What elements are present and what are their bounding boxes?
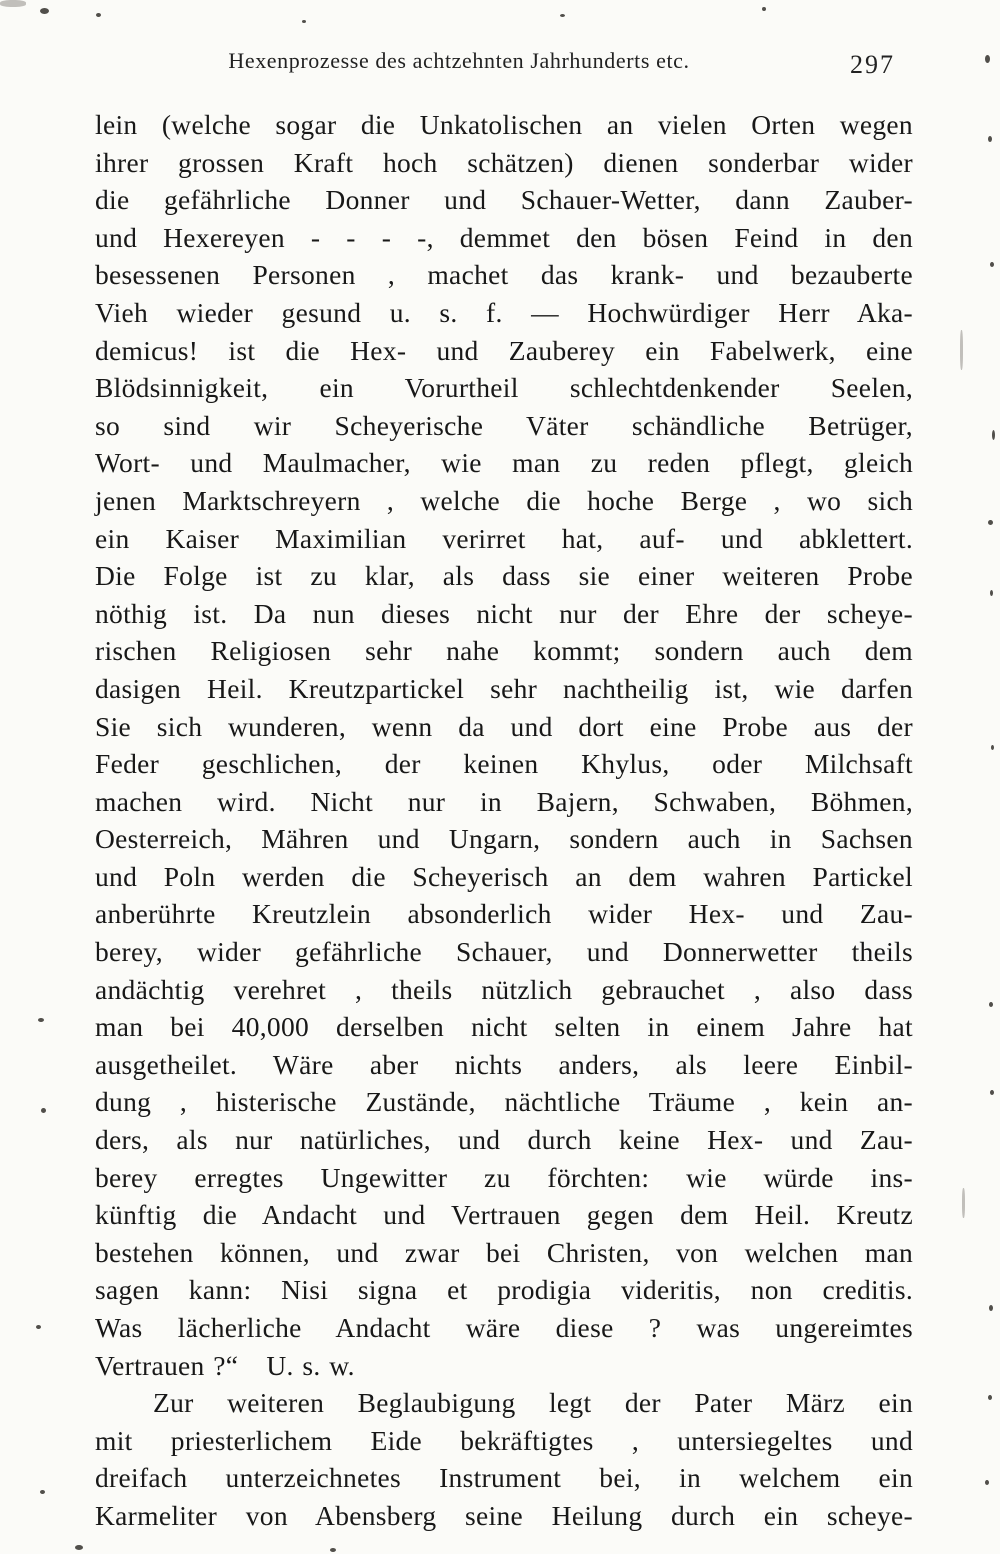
text-line: Blödsinnigkeit, ein Vorurtheil schlechtdenkender Seelen, (95, 372, 913, 404)
text-line: ders, als nur natürliches, und durch keine Hex- und Zau- (95, 1124, 913, 1156)
scan-speck (990, 1090, 994, 1095)
text-line: berey, wider gefährliche Schauer, und Donnerwetter theils (95, 936, 913, 968)
text-line: lein (welche sogar die Unkatolischen an vielen Orten wegen (95, 109, 913, 140)
scan-speck (96, 13, 101, 17)
text-line: Feder geschlichen, der keinen Khylus, oder Milchsaft (95, 748, 913, 780)
text-line: Was lächerliche Andacht wäre diese ? was ungereimtes (95, 1312, 913, 1343)
text-line: und Poln werden die Scheyerisch an dem wahren Partickel (95, 860, 913, 892)
scan-speck (302, 20, 306, 23)
text-line: Vieh wieder gesund u. s. f. — Hochwürdiger Herr Aka- (95, 296, 913, 328)
text-line: ein Kaiser Maximilian verirret hat, auf- und abklettert. (95, 522, 913, 554)
text-line: dung , histerische Zustände, nächtliche Träume , kein an- (95, 1086, 913, 1118)
text-line: Vertrauen ?“ U. s. w. (95, 1349, 355, 1381)
text-line: und Hexereyen - - - -, demmet den bösen Feind in den (95, 221, 913, 253)
text-line: demicus! ist die Hex- und Zauberey ein Fabelwerk, eine (95, 334, 913, 366)
body-text (95, 106, 913, 1535)
scan-speck (988, 1395, 992, 1400)
scan-speck (989, 1305, 993, 1311)
text-line: Die Folge ist zu klar, als dass sie einer weiteren Probe (95, 560, 913, 592)
text-line: andächtig verehret , theils nützlich gebrauchet , also dass (95, 973, 913, 1005)
text-line: Sie sich wunderen, wenn da und dort eine Probe aus der (95, 710, 913, 742)
scan-smudge (962, 1188, 965, 1218)
scan-speck (990, 590, 993, 596)
text-line: ihrer grossen Kraft hoch schätzen) dienen sonderbar wider (95, 146, 913, 178)
scan-speck (990, 262, 994, 267)
text-line: die gefährliche Donner und Schauer-Wetter, dann Zauber- (95, 184, 913, 216)
text-line: Wort- und Maulmacher, wie man zu reden pflegt, gleich (95, 447, 913, 479)
text-line: künftig die Andacht und Vertrauen gegen dem Heil. Kreutz (95, 1199, 913, 1231)
scan-speck (38, 1018, 44, 1022)
page-number: 297 (850, 50, 895, 79)
scan-speck (991, 745, 994, 750)
text-line: berey erregtes Ungewitter zu förchten: wie würde ins- (95, 1161, 913, 1193)
running-header (95, 48, 913, 78)
scan-smudge (960, 330, 963, 370)
text-line: rischen Religiosen sehr nahe kommt; sondern auch dem (95, 635, 913, 667)
text-line: dasigen Heil. Kreutzpartickel sehr nachtheilig ist, wie darfen (95, 672, 913, 704)
text-line: Zur weiteren Beglaubigung legt der Pater März ein (153, 1387, 913, 1419)
text-line: ausgetheilet. Wäre aber nichts anders, als leere Einbil- (95, 1048, 913, 1080)
text-line: mit priesterlichem Eide bekräftigtes , untersiegeltes und (95, 1424, 913, 1456)
text-line: besessenen Personen , machet das krank- und bezauberte (95, 259, 913, 291)
scan-smudge (0, 0, 26, 7)
text-line: Karmeliter von Abensberg seine Heilung durch ein scheye- (95, 1499, 913, 1531)
scan-speck (989, 1002, 993, 1007)
text-line: nöthig ist. Da nun dieses nicht nur der Ehre der scheye- (95, 597, 913, 629)
text-line: Oesterreich, Mähren und Ungarn, sondern auch in Sachsen (95, 823, 913, 855)
scan-speck (988, 136, 992, 142)
text-line: sagen kann: Nisi signa et prodigia videritis, non creditis. (95, 1274, 913, 1306)
scan-speck (985, 1480, 989, 1485)
scan-speck (40, 1490, 45, 1494)
scan-speck (40, 8, 49, 14)
scan-speck (75, 1545, 83, 1550)
text-line: bestehen können, und zwar bei Christen, von welchen man (95, 1236, 913, 1268)
text-line: man bei 40,000 derselben nicht selten in einem Jahre hat (95, 1011, 913, 1043)
running-header-title: Hexenprozesse des achtzehnten Jahrhunderts etc. (228, 48, 690, 73)
text-line: jenen Marktschreyern , welche die hoche Berge , wo sich (95, 484, 913, 516)
scan-speck (988, 520, 993, 525)
scan-speck (560, 14, 565, 17)
scan-speck (36, 1325, 41, 1329)
scan-speck (762, 7, 766, 11)
scan-speck (985, 55, 990, 63)
scan-speck (992, 430, 995, 440)
scan-speck (41, 1108, 46, 1113)
text-line: dreifach unterzeichnetes Instrument bei, in welchem ein (95, 1462, 913, 1494)
text-line: machen wird. Nicht nur in Bajern, Schwaben, Böhmen, (95, 785, 913, 817)
text-line: anberührte Kreutzlein absonderlich wider Hex- und Zau- (95, 898, 913, 930)
scan-speck (330, 1548, 336, 1552)
text-line: so sind wir Scheyerische Väter schändliche Betrüger, (95, 409, 913, 441)
